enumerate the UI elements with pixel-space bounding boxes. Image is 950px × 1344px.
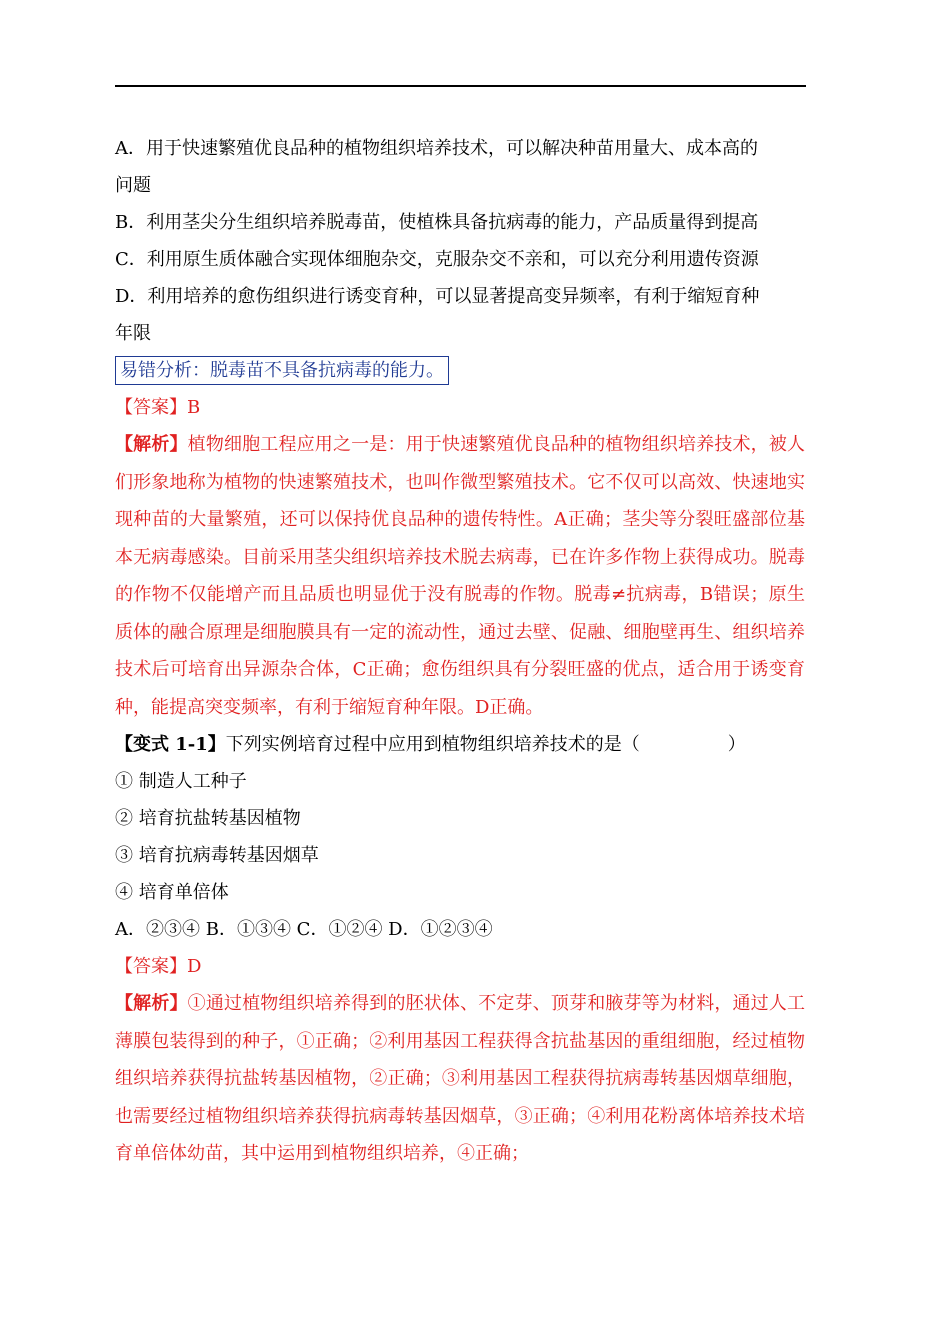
answer-2-value: D [187, 956, 202, 977]
variant-item-3: ③ 培育抗病毒转基因烟草 [115, 845, 319, 866]
variant-item-2: ② 培育抗盐转基因植物 [115, 808, 301, 829]
header-rule [115, 85, 806, 87]
option-d-line2: 年限 [115, 323, 151, 344]
variant-question-text: 下列实例培育过程中应用到植物组织培养技术的是（ [225, 734, 640, 755]
option-a-line1: A．用于快速繁殖优良品种的植物组织培养技术，可以解决种苗用量大、成本高的 [115, 138, 758, 159]
variant-label: 【变式 1-1】 [115, 734, 226, 755]
variant-question-close: ） [727, 734, 746, 755]
answer-1-label: 【答案】 [115, 397, 187, 418]
answer-1 [115, 389, 805, 426]
explanation-2 [115, 985, 805, 1173]
option-c: C．利用原生质体融合实现体细胞杂交，克服杂交不亲和，可以充分利用遗传资源 [115, 249, 759, 270]
error-hint-box: 易错分析：脱毒苗不具备抗病毒的能力。 [115, 356, 449, 385]
option-b: B．利用茎尖分生组织培养脱毒苗，使植株具备抗病毒的能力，产品质量得到提高 [115, 212, 759, 233]
option-d-line1: D．利用培养的愈伤组织进行诱变育种，可以显著提高变异频率，有利于缩短育种 [115, 286, 760, 307]
variant-question [115, 726, 805, 763]
option-a-line2: 问题 [115, 175, 151, 196]
answer-2 [115, 948, 805, 985]
answer-2-label: 【答案】 [115, 956, 187, 977]
document-body [115, 130, 805, 1173]
explanation-1-text: 植物细胞工程应用之一是：用于快速繁殖优良品种的植物组织培养技术，被人们形象地称为植物的快速繁殖技术，也叫作微型繁殖技术。它不仅可以高效、快速地实现种苗的大量繁殖，还可以保持优良品种的遗传特性。A正确；茎尖等分裂旺盛部位基本无病毒感染。目前采用茎尖组织培养技术脱去病毒，已在许多作物上获得成功。脱毒的作物不仅能增产而且品质也明显优于没有脱毒的作物。脱毒≠抗病毒，B错误；原生质体的融合原理是细胞膜具有一定的流动性，通过去壁、促融、细胞壁再生、组织培养技术后可培育出异源杂合体，C正确；愈伤组织具有分裂旺盛的优点，适合用于诱变育种，能提高突变频率，有利于缩短育种年限。D正确。 [115, 434, 806, 718]
explanation-1 [115, 426, 805, 726]
explanation-2-label: 【解析】 [115, 993, 188, 1014]
explanation-2-text: ①通过植物组织培养得到的胚状体、不定芽、顶芽和腋芽等为材料，通过人工薄膜包装得到的种子，①正确；②利用基因工程获得含抗盐基因的重组细胞，经过植物组织培养获得抗盐转基因植物，②正确；③利用基因工程获得抗病毒转基因烟草细胞，也需要经过植物组织培养获得抗病毒转基因烟草，③正确；④利用花粉离体培养技术培育单倍体幼苗，其中运用到植物组织培养，④正确； [115, 993, 806, 1164]
answer-1-value: B [187, 397, 201, 418]
variant-item-4: ④ 培育单倍体 [115, 882, 229, 903]
explanation-1-label: 【解析】 [115, 434, 188, 455]
variant-item-1: ① 制造人工种子 [115, 771, 247, 792]
variant-choices: A．②③④ B．①③④ C．①②④ D．①②③④ [115, 919, 493, 940]
error-hint-row [115, 352, 805, 389]
